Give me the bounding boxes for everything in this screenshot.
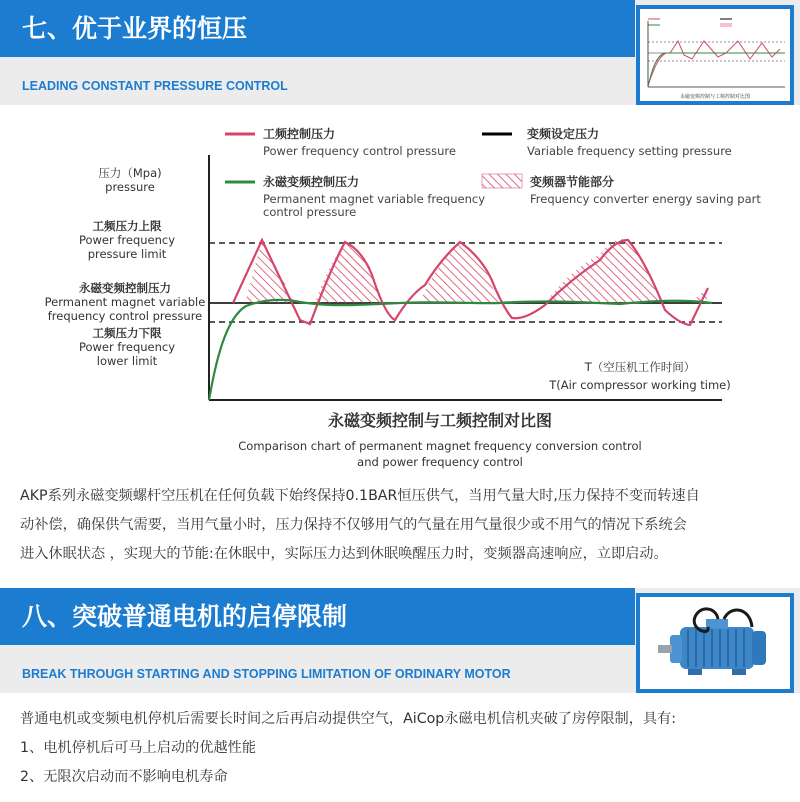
pm-control-label-en1: Permanent magnet variable <box>44 295 206 309</box>
x-axis-label-en: T(Air compressor working time) <box>549 378 731 392</box>
description-line: 普通电机或变频电机停机后需要长时间之后再启动提供空气，AiCop永磁电机信机夹破了房停限制，具有: <box>20 711 677 727</box>
energy-saving-area <box>545 239 660 303</box>
chart-caption-cn: 永磁变频控制与工频控制对比图 <box>327 411 553 430</box>
pm-control-label-cn: 永磁变频控制压力 <box>79 281 171 295</box>
legend-variable-frequency-cn: 变频设定压力 <box>527 127 600 141</box>
section-7-subtitle: LEADING CONSTANT PRESSURE CONTROL <box>22 79 288 93</box>
legend-power-frequency-en: Power frequency control pressure <box>263 144 456 158</box>
thumbnail-caption: 永磁变频控制与工频控制对比图 <box>679 94 751 100</box>
pm-control-label-en2: frequency control pressure <box>47 309 203 323</box>
description-line: 进入休眠状态 ，实现大的节能:在休眠中，实际压力达到休眠唤醒压力时，变频器高速响应，立即启动。 <box>20 546 668 562</box>
feature-item: 2、无限次启动而不影响电机寿命 <box>20 769 228 785</box>
chart-legend <box>225 126 761 219</box>
section-7-description <box>20 482 795 569</box>
description-line: AKP系列永磁变频螺杆空压机在任何负载下始终保持0.1BAR恒压供气，当用气量大时,压力保持不变而转速自 <box>20 488 700 504</box>
legend-variable-frequency-en: Variable frequency setting pressure <box>527 144 732 158</box>
y-axis-label-en: pressure <box>105 180 155 194</box>
comparison-chart <box>0 110 800 475</box>
description-line: 动补偿，确保供气需要，当用气量小时，压力保持不仅够用气的气量在用气量很少或不用气的情况下系统会 <box>20 517 687 533</box>
chart-caption-en1: Comparison chart of permanent magnet frequency conversion control <box>238 439 642 453</box>
energy-saving-areas <box>245 239 708 303</box>
comparison-chart-thumbnail <box>636 5 794 105</box>
legend-energy-saving-cn: 变频器节能部分 <box>530 175 615 189</box>
upper-limit-label-en2: pressure limit <box>87 247 167 261</box>
motor-body <box>680 627 754 669</box>
legend-pm-control-en2: control pressure <box>263 205 357 219</box>
legend-energy-saving-en: Frequency converter energy saving part <box>530 192 761 206</box>
legend-pm-control-en1: Permanent magnet variable frequency <box>263 192 485 206</box>
section-7-title: 七、优于业界的恒压 <box>0 0 635 57</box>
section-8-title: 八、突破普通电机的启停限制 <box>0 588 635 645</box>
legend-hatch-swatch <box>482 174 522 188</box>
legend-pm-control-cn: 永磁变频控制压力 <box>263 175 360 189</box>
motor-thumbnail <box>636 593 794 693</box>
lower-limit-label-en1: Power frequency <box>78 340 176 354</box>
section-8-description <box>20 705 795 792</box>
upper-limit-label-en1: Power frequency <box>78 233 176 247</box>
upper-limit-label-cn: 工频压力上限 <box>92 219 162 233</box>
energy-saving-area <box>315 242 385 303</box>
legend-power-frequency-cn: 工频控制压力 <box>263 127 336 141</box>
lower-limit-label-en2: lower limit <box>96 354 158 368</box>
x-axis-label-cn: T（空压机工作时间） <box>584 360 696 374</box>
feature-item: 1、电机停机后可马上启动的优越性能 <box>20 740 257 756</box>
lower-limit-label-cn: 工频压力下限 <box>92 326 162 340</box>
section-8-header <box>0 588 800 693</box>
section-8-subtitle: BREAK THROUGH STARTING AND STOPPING LIMITATION OF ORDINARY MOTOR <box>22 667 511 681</box>
chart-caption-en2: and power frequency control <box>357 455 523 469</box>
section-7-header <box>0 0 800 105</box>
y-axis-label-cn: 压力（Mpa) <box>98 166 162 180</box>
